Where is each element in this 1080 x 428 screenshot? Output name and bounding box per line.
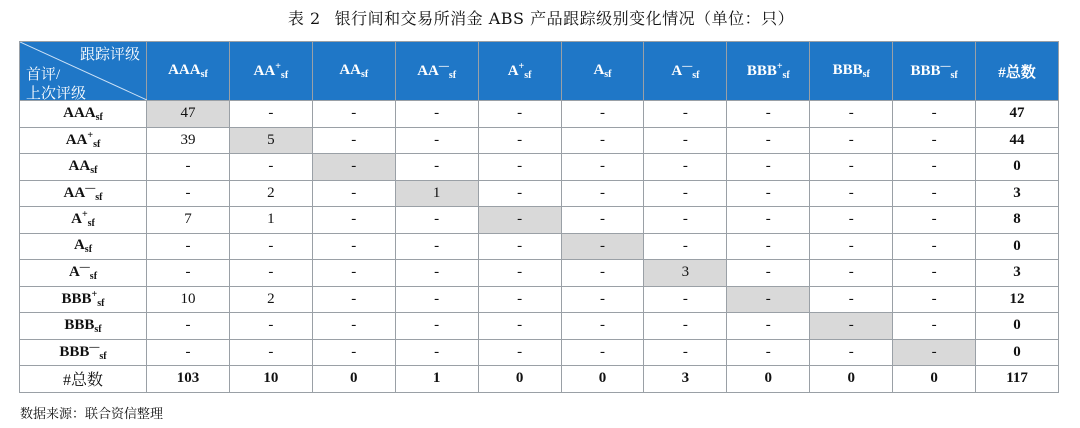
table-cell-unchanged: - <box>893 339 976 366</box>
rating-base: BBB <box>61 290 92 307</box>
table-cell: - <box>395 260 478 287</box>
rating-base: A <box>593 62 605 78</box>
table-cell: - <box>893 127 976 154</box>
table-cell: 2 <box>229 286 312 313</box>
table-cell: - <box>312 313 395 340</box>
row-header-rating <box>20 127 147 154</box>
rating-modifier: — <box>438 60 449 72</box>
rating-migration-table <box>19 41 1059 393</box>
rating-suffix: sf <box>93 138 101 150</box>
table-cell: - <box>727 260 810 287</box>
table-cell: - <box>147 260 230 287</box>
table-row <box>20 233 1059 260</box>
table-cell: - <box>312 286 395 313</box>
table-cell: - <box>229 101 312 128</box>
rating-base: AAA <box>63 104 96 121</box>
table-cell: - <box>478 313 561 340</box>
rating-suffix: sf <box>89 271 98 283</box>
data-source-note: 数据来源：联合资信整理 <box>20 407 164 422</box>
rating-base: A <box>68 264 80 281</box>
column-total-cell: 0 <box>727 366 810 393</box>
table-cell: - <box>644 180 727 207</box>
column-total-cell: 0 <box>312 366 395 393</box>
rating-base: AA <box>417 62 439 79</box>
row-header-rating <box>20 286 147 313</box>
row-total-cell: 3 <box>976 180 1059 207</box>
rating-suffix: sf <box>90 164 98 176</box>
row-header-rating <box>20 260 147 287</box>
table-cell: - <box>312 101 395 128</box>
table-cell: 1 <box>229 207 312 234</box>
table-row <box>20 207 1059 234</box>
table-cell: - <box>561 101 644 128</box>
table-cell: - <box>810 260 893 287</box>
column-header-rating <box>810 42 893 101</box>
table-cell: - <box>644 101 727 128</box>
table-row <box>20 339 1059 366</box>
table-cell: - <box>147 339 230 366</box>
table-cell: - <box>727 180 810 207</box>
rating-modifier: + <box>518 60 525 72</box>
table-cell: - <box>478 127 561 154</box>
table-cell: - <box>644 286 727 313</box>
table-cell: - <box>893 286 976 313</box>
table-cell: - <box>312 127 395 154</box>
table-cell: - <box>893 101 976 128</box>
table-cell: - <box>147 180 230 207</box>
rating-suffix: sf <box>360 69 369 80</box>
row-total-cell: 0 <box>976 313 1059 340</box>
column-total-cell: 3 <box>644 366 727 393</box>
table-cell: - <box>478 286 561 313</box>
table-cell-unchanged: - <box>561 233 644 260</box>
table-cell: - <box>644 207 727 234</box>
rating-base: AA <box>68 157 91 174</box>
table-cell: - <box>229 339 312 366</box>
row-header-rating <box>20 339 147 366</box>
table-cell: - <box>893 260 976 287</box>
table-caption: 银行间和交易所消金 ABS 产品跟踪级别变化情况（单位：只） <box>334 9 795 28</box>
table-cell: - <box>727 154 810 181</box>
table-cell: - <box>478 180 561 207</box>
table-cell: 10 <box>147 286 230 313</box>
table-cell: - <box>312 339 395 366</box>
rating-suffix: sf <box>524 69 532 81</box>
rating-base: A <box>507 62 519 79</box>
table-cell: - <box>395 233 478 260</box>
column-total-cell: 0 <box>478 366 561 393</box>
table-row <box>20 154 1059 181</box>
table-cell: - <box>561 127 644 154</box>
table-cell-unchanged: 5 <box>229 127 312 154</box>
table-cell: - <box>727 313 810 340</box>
table-cell: - <box>644 313 727 340</box>
table-cell: 2 <box>229 180 312 207</box>
totals-row-label: #总数 <box>20 366 147 393</box>
table-cell: - <box>561 154 644 181</box>
rating-suffix: sf <box>782 69 790 81</box>
table-cell: - <box>395 286 478 313</box>
rating-base: AAA <box>168 62 201 78</box>
table-row <box>20 180 1059 207</box>
corner-header <box>20 42 147 101</box>
table-cell: - <box>478 233 561 260</box>
table-row <box>20 127 1059 154</box>
totals-row <box>20 366 1059 393</box>
table-cell: - <box>147 233 230 260</box>
row-header-rating <box>20 207 147 234</box>
table-cell: - <box>893 207 976 234</box>
corner-previous-label: 上次评级 <box>26 86 87 102</box>
table-cell: - <box>727 233 810 260</box>
table-cell: - <box>229 233 312 260</box>
rating-suffix: sf <box>692 69 700 81</box>
table-cell: - <box>229 260 312 287</box>
table-title <box>0 6 1080 29</box>
grand-total-cell: 117 <box>976 366 1059 393</box>
table-cell: - <box>312 260 395 287</box>
rating-modifier: + <box>275 60 281 72</box>
header-row <box>20 42 1059 101</box>
column-total-cell: 0 <box>810 366 893 393</box>
table-cell: - <box>810 101 893 128</box>
column-header-rating <box>727 42 810 101</box>
table-cell: - <box>561 207 644 234</box>
rating-base: AA <box>339 62 361 78</box>
table-cell: 39 <box>147 127 230 154</box>
column-header-total: #总数 <box>976 42 1059 101</box>
table-cell: - <box>395 154 478 181</box>
table-cell: - <box>395 313 478 340</box>
rating-suffix: sf <box>950 69 958 81</box>
table-cell-unchanged: - <box>727 286 810 313</box>
table-cell: - <box>893 180 976 207</box>
rating-base: AA <box>63 184 86 201</box>
row-total-cell: 8 <box>976 207 1059 234</box>
table-cell: - <box>229 154 312 181</box>
rating-base: AA <box>253 62 276 79</box>
column-total-cell: 103 <box>147 366 230 393</box>
column-header-rating <box>229 42 312 101</box>
rating-modifier: + <box>776 60 783 72</box>
row-header-rating <box>20 154 147 181</box>
table-cell: - <box>727 101 810 128</box>
rating-modifier: — <box>79 262 90 274</box>
column-total-cell: 10 <box>229 366 312 393</box>
table-row <box>20 260 1059 287</box>
table-cell: - <box>727 127 810 154</box>
table-cell: - <box>478 339 561 366</box>
table-row <box>20 286 1059 313</box>
corner-first-label: 首评/ <box>26 67 61 83</box>
table-cell-unchanged: - <box>478 207 561 234</box>
table-cell: - <box>644 127 727 154</box>
table-number: 表 2 <box>287 9 321 28</box>
rating-suffix: sf <box>604 69 612 80</box>
rating-base: BBB <box>59 343 90 360</box>
table-body <box>20 101 1059 393</box>
rating-base: A <box>71 211 82 228</box>
rating-modifier: — <box>940 60 951 72</box>
table-cell: - <box>727 207 810 234</box>
row-total-cell: 3 <box>976 260 1059 287</box>
rating-suffix: sf <box>99 350 107 362</box>
column-header-rating <box>478 42 561 101</box>
table-cell: - <box>561 313 644 340</box>
table-cell: - <box>644 154 727 181</box>
table-cell: - <box>312 207 395 234</box>
rating-suffix: sf <box>84 244 93 256</box>
column-header-rating <box>644 42 727 101</box>
table-cell: - <box>893 313 976 340</box>
table-cell-unchanged: - <box>312 154 395 181</box>
row-header-rating <box>20 180 147 207</box>
table-cell: - <box>810 207 893 234</box>
rating-suffix: sf <box>97 297 105 309</box>
table-cell: - <box>478 101 561 128</box>
rating-modifier: + <box>87 129 94 141</box>
rating-base: BBB <box>832 62 863 78</box>
table-cell: - <box>893 233 976 260</box>
table-cell: - <box>893 154 976 181</box>
table-cell: - <box>147 313 230 340</box>
rating-suffix: sf <box>200 69 208 80</box>
table-cell-unchanged: 3 <box>644 260 727 287</box>
rating-modifier: + <box>81 209 88 221</box>
table-cell: - <box>644 339 727 366</box>
table-row <box>20 313 1059 340</box>
column-total-cell: 0 <box>893 366 976 393</box>
row-total-cell: 0 <box>976 233 1059 260</box>
table-cell: - <box>561 339 644 366</box>
rating-suffix: sf <box>87 218 95 230</box>
table-cell: - <box>810 286 893 313</box>
table-cell: - <box>395 127 478 154</box>
table-cell: - <box>810 127 893 154</box>
rating-modifier: + <box>91 288 98 300</box>
column-header-rating <box>312 42 395 101</box>
rating-suffix: sf <box>448 69 457 81</box>
rating-base: BBB <box>746 62 777 79</box>
row-header-rating <box>20 313 147 340</box>
table-cell: - <box>478 154 561 181</box>
row-total-cell: 47 <box>976 101 1059 128</box>
table-cell: - <box>810 233 893 260</box>
row-total-cell: 0 <box>976 154 1059 181</box>
rating-suffix: sf <box>862 69 870 80</box>
rating-suffix: sf <box>95 111 103 123</box>
rating-modifier: — <box>682 60 693 72</box>
table-cell-unchanged: 1 <box>395 180 478 207</box>
rating-suffix: sf <box>280 69 289 81</box>
rating-suffix: sf <box>94 323 102 335</box>
table-cell: - <box>561 260 644 287</box>
table-cell: - <box>229 313 312 340</box>
table-cell: - <box>395 339 478 366</box>
rating-modifier: — <box>89 341 100 353</box>
table-cell-unchanged: - <box>810 313 893 340</box>
column-header-rating <box>561 42 644 101</box>
table-cell: - <box>727 339 810 366</box>
rating-modifier: — <box>85 182 96 194</box>
row-header-rating <box>20 233 147 260</box>
table-cell: - <box>810 180 893 207</box>
rating-base: BBB <box>910 62 941 79</box>
table-cell: - <box>312 180 395 207</box>
row-header-rating <box>20 101 147 128</box>
table-row <box>20 101 1059 128</box>
column-total-cell: 1 <box>395 366 478 393</box>
table-cell: - <box>810 339 893 366</box>
corner-tracking-label: 跟踪评级 <box>79 47 140 63</box>
table-cell: - <box>395 207 478 234</box>
table-cell: - <box>312 233 395 260</box>
column-header-rating <box>395 42 478 101</box>
table-cell: - <box>561 180 644 207</box>
row-total-cell: 0 <box>976 339 1059 366</box>
column-header-rating <box>147 42 230 101</box>
table-cell-unchanged: 47 <box>147 101 230 128</box>
table-cell: - <box>644 233 727 260</box>
table-cell: - <box>147 154 230 181</box>
table-cell: - <box>478 260 561 287</box>
column-header-rating <box>893 42 976 101</box>
table-cell: 7 <box>147 207 230 234</box>
rating-base: A <box>73 237 85 254</box>
table-cell: - <box>810 154 893 181</box>
rating-base: A <box>671 62 683 79</box>
rating-base: AA <box>65 131 88 148</box>
row-total-cell: 12 <box>976 286 1059 313</box>
table-cell: - <box>395 101 478 128</box>
row-total-cell: 44 <box>976 127 1059 154</box>
rating-base: BBB <box>64 316 95 333</box>
rating-suffix: sf <box>95 191 103 203</box>
table-cell: - <box>561 286 644 313</box>
column-total-cell: 0 <box>561 366 644 393</box>
